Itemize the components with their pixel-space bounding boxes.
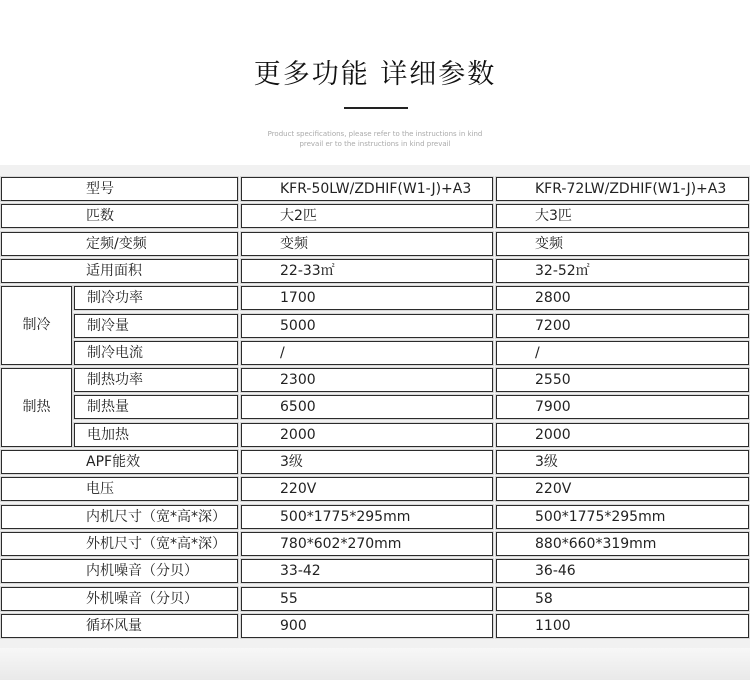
row-label: 电压 [1,477,238,501]
row-label: 制热量 [74,395,238,419]
value-model-1: 22-33㎡ [241,259,493,283]
value-model-1: 5000 [241,314,493,338]
value-model-2: 1100 [496,614,749,638]
header [0,0,750,165]
value-model-1: 220V [241,477,493,501]
row-label: 定频/变频 [1,232,238,256]
row-label: 制冷量 [74,314,238,338]
row-label: 匹数 [1,204,238,228]
row-label: 外机噪音（分贝） [1,587,238,611]
row-label: 型号 [1,177,238,201]
cooling-group-label: 制冷 [1,286,72,365]
value-model-1: 变频 [241,232,493,256]
row-label: 制热功率 [74,368,238,392]
value-model-2: 2000 [496,423,749,447]
value-model-1: KFR-50LW/ZDHIF(W1-J)+A3 [241,177,493,201]
value-model-2: 500*1775*295mm [496,505,749,529]
value-model-1: 3级 [241,450,493,474]
row-label: 制冷功率 [74,286,238,310]
value-model-1: 780*602*270mm [241,532,493,556]
title-divider [344,107,408,109]
row-label: 循环风量 [1,614,238,638]
value-model-2: 2800 [496,286,749,310]
page-title: 更多功能 详细参数 [253,59,497,90]
value-model-2: 3级 [496,450,749,474]
row-label: 适用面积 [1,259,238,283]
value-model-2: 32-52㎡ [496,259,749,283]
value-model-1: 大2匹 [241,204,493,228]
row-label: 内机尺寸（宽*高*深） [1,505,238,529]
value-model-1: 6500 [241,395,493,419]
value-model-2: 2550 [496,368,749,392]
row-label: 外机尺寸（宽*高*深） [1,532,238,556]
value-model-2: 58 [496,587,749,611]
value-model-2: 大3匹 [496,204,749,228]
value-model-1: 500*1775*295mm [241,505,493,529]
value-model-1: 2300 [241,368,493,392]
value-model-1: 900 [241,614,493,638]
row-label: 制冷电流 [74,341,238,365]
value-model-2: KFR-72LW/ZDHIF(W1-J)+A3 [496,177,749,201]
value-model-1: 2000 [241,423,493,447]
value-model-2: 880*660*319mm [496,532,749,556]
value-model-1: / [241,341,493,365]
row-label: 内机噪音（分贝） [1,559,238,583]
value-model-2: 7900 [496,395,749,419]
value-model-2: / [496,341,749,365]
value-model-1: 1700 [241,286,493,310]
page-subtitle: Product specifications, please refer to the instructions in kind prevail er to the instructions in kind prevail [267,130,483,148]
value-model-2: 220V [496,477,749,501]
heating-group-label: 制热 [1,368,72,447]
value-model-2: 7200 [496,314,749,338]
value-model-2: 36-46 [496,559,749,583]
value-model-2: 变频 [496,232,749,256]
value-model-1: 55 [241,587,493,611]
row-label: 电加热 [74,423,238,447]
row-label: APF能效 [1,450,238,474]
table-footer-band [0,648,750,680]
value-model-1: 33-42 [241,559,493,583]
